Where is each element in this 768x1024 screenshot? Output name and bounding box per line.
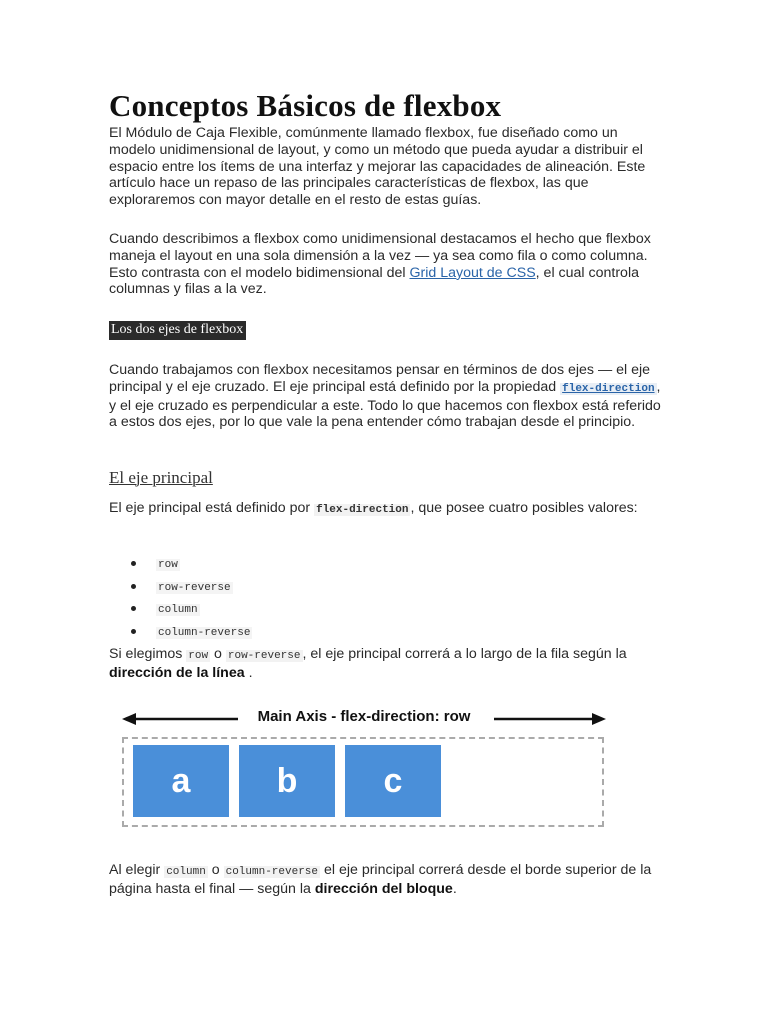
inline-code: flex-direction xyxy=(316,504,409,516)
column-paragraph xyxy=(109,862,661,898)
list-item xyxy=(131,620,252,643)
unidimensional-paragraph xyxy=(109,231,661,298)
flex-direction-code-link[interactable]: flex-direction xyxy=(562,382,655,395)
inline-code: column xyxy=(166,866,206,878)
paragraph-text: , que posee cuatro posibles valores: xyxy=(410,500,638,516)
flex-direction-values-list xyxy=(131,552,252,642)
value-code: column-reverse xyxy=(158,626,251,639)
main-axis-diagram xyxy=(120,706,608,830)
paragraph-text: Al elegir xyxy=(109,862,165,878)
main-axis-paragraph xyxy=(109,500,661,519)
inline-code: row-reverse xyxy=(227,650,301,662)
grid-layout-link[interactable]: Grid Layout de CSS xyxy=(409,264,536,281)
paragraph-text: o xyxy=(210,646,226,662)
paragraph-text: Cuando trabajamos con flexbox necesitamos pensar en términos de dos ejes — el eje principal y el eje cruzado. El eje principal está definido por la propiedad xyxy=(109,362,651,395)
strong-text: dirección de la línea xyxy=(109,664,245,681)
list-item xyxy=(131,597,252,620)
inline-code: row xyxy=(188,650,209,662)
list-item xyxy=(131,575,252,598)
paragraph-text: El eje principal está definido por xyxy=(109,500,315,516)
page-title: Conceptos Básicos de flexbox xyxy=(109,88,502,123)
axes-paragraph xyxy=(109,362,661,431)
bullet-icon xyxy=(131,561,136,566)
paragraph-text: . xyxy=(244,664,253,681)
paragraph-text: , el cual controla columnas y filas a la vez. xyxy=(109,264,639,298)
list-item xyxy=(131,552,252,575)
flex-item-b: b xyxy=(239,745,335,817)
paragraph-text: el eje principal correrá desde el borde superior de la página hasta el final — según la xyxy=(109,862,652,897)
bullet-icon xyxy=(131,606,136,611)
flex-item-c: c xyxy=(345,745,441,817)
bullet-icon xyxy=(131,584,136,589)
subsection-heading-main-axis: El eje principal xyxy=(109,468,213,487)
paragraph-text: o xyxy=(207,862,224,878)
flex-item-a: a xyxy=(133,745,229,817)
inline-code: column-reverse xyxy=(225,866,319,878)
paragraph-text: , el eje principal correrá a lo largo de la fila según la xyxy=(302,646,627,662)
strong-text: dirección del bloque xyxy=(314,880,453,897)
bullet-icon xyxy=(131,629,136,634)
row-paragraph xyxy=(109,646,661,682)
paragraph-text: . xyxy=(452,880,457,897)
paragraph-text: Cuando describimos a flexbox como unidimensional destacamos el hecho que flexbox maneja el layout en una sola dimensión a la vez — ya sea como fila o como columna. Esto contrasta con el modelo bidimensional del xyxy=(109,231,651,281)
value-code: column xyxy=(158,604,198,617)
value-code: row-reverse xyxy=(158,581,231,594)
value-code: row xyxy=(158,559,178,571)
paragraph-text: , y el eje cruzado es perpendicular a este. Todo lo que hacemos con flexbox está referido a estos dos ejes, por lo que vale la pena entender cómo trabajan desde el principio. xyxy=(109,378,661,431)
intro-paragraph: El Módulo de Caja Flexible, comúnmente llamado flexbox, fue diseñado como un modelo unidimensional de layout, y como un método que pueda ayudar a distribuir el espacio entre los ítems de una interfaz y mejorar las capacidades de alineación. Este artículo hace un repaso de las principales características de flexbox, las que exploraremos con mayor detalle en el resto de estas guías. xyxy=(109,125,646,209)
diagram-title: Main Axis - flex-direction: row xyxy=(257,708,471,725)
section-heading-axes: Los dos ejes de flexbox xyxy=(109,321,246,340)
paragraph-text: Si elegimos xyxy=(109,646,187,662)
